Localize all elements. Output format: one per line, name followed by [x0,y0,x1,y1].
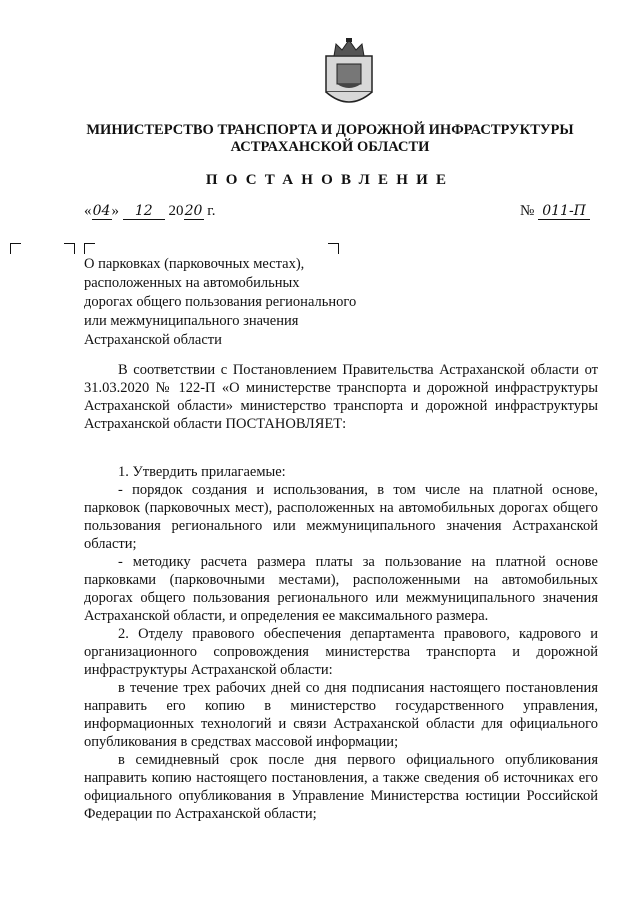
date-open-quote: « [84,203,92,219]
subject-line: О парковках (парковочных местах), [84,256,305,272]
corner-bracket [64,243,75,254]
date-year-prefix: 20 [168,203,184,219]
corner-bracket [10,243,21,254]
document-type: ПОСТАНОВЛЕНИЕ [205,172,455,188]
corner-bracket [328,243,339,254]
item-1: 1. Утвердить прилагаемые: [118,464,286,480]
number-label: № [520,203,535,219]
item-1-a: - порядок создания и использования, в том числе на платной основе, парковок (парковочных мест), расположенных на автомобильных дорогах общего пользования регионального или межмуниципального значения Астраханской области; [84,482,598,552]
subject-line: расположенных на автомобильных [84,275,300,291]
corner-bracket [84,243,95,254]
resolution-items [84,463,598,823]
date-day: 04 [92,203,111,219]
document-subject [84,255,384,350]
subject-line: или межмуниципального значения [84,313,299,329]
ministry-name [60,122,600,156]
ministry-name-line1: МИНИСТЕРСТВО ТРАНСПОРТА И ДОРОЖНОЙ ИНФРАСТРУКТУРЫ [86,122,574,138]
astrakhan-coat-of-arms-icon [322,36,376,110]
item-2-b: в семидневный срок после дня первого официального опубликования направить копию настоящего постановления, а также сведения об источниках его официального опубликования в Управление Министерства юстиции Российской Федерации по Астраханской области; [84,752,598,822]
date-close-quote: » [111,203,119,219]
item-2: 2. Отделу правового обеспечения департамента правового, кадрового и организационного сопровождения министерства транспорта и дорожной инфраструктуры Астраханской области: [84,626,598,678]
document-number [520,203,620,225]
item-2-a: в течение трех рабочих дней со дня подписания настоящего постановления направить его копию в министерство государственного управления, информационных технологий и связи Астраханской области для официального опубликования в средствах массовой информации; [84,680,598,750]
preamble-block [84,361,598,433]
preamble-paragraph: В соответствии с Постановлением Правительства Астраханской области от 31.03.2020 № 122-П «О министерстве транспорта и дорожной инфраструктуры Астраханской области» министерство транспорта и дорожной инфраструктуры Астраханской области ПОСТАНОВЛЯЕТ: [84,362,598,432]
document-date [84,203,334,225]
date-month: 12 [123,203,165,220]
date-suffix: г. [207,203,216,219]
item-1-b: - методику расчета размера платы за пользование на платной основе парковками (парковочными местами), расположенными на автомобильных дорогах общего пользования регионального или межмуниципального значения Астраханской области, и определения ее максимального размера. [84,554,598,624]
subject-line: Астраханской области [84,332,222,348]
subject-line: дорогах общего пользования регионального [84,294,357,310]
date-year-suffix: 20 [184,203,203,219]
ministry-name-line2: АСТРАХАНСКОЙ ОБЛАСТИ [230,139,430,155]
number-value: 011-П [538,203,590,220]
